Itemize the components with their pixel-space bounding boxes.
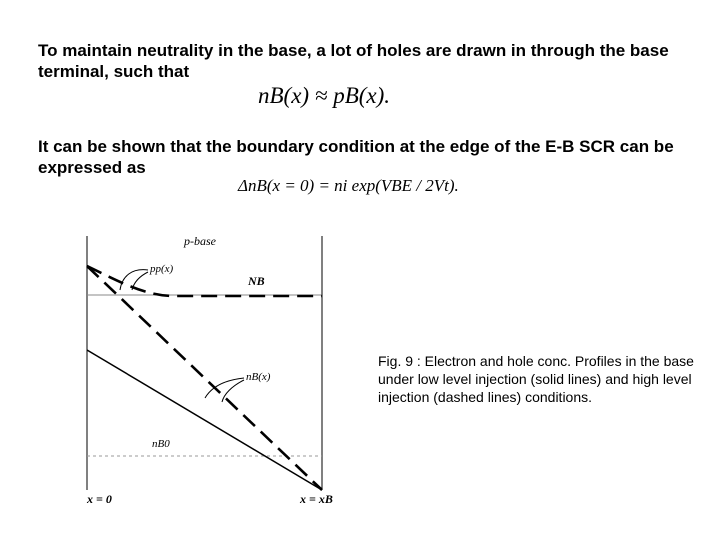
leader-nb-2 [222,380,244,402]
label-nB: nB(x) [246,371,271,383]
paragraph-neutrality: To maintain neutrality in the base, a lot of holes are drawn in through the base terminal, such that [38,41,669,81]
label-nB0: nB0 [152,438,170,450]
label-x0: x = 0 [87,492,112,506]
electron-profile-high-injection [87,266,322,490]
electron-profile-low-injection [87,350,322,490]
region-label-p-base: p-base [184,234,216,248]
label-xB: x = xB [300,492,333,506]
label-NB: NB [248,274,265,288]
equation-boundary-condition: ΔnB(x = 0) = ni exp(VBE / 2Vt). [238,176,459,195]
figure-caption: Fig. 9 : Electron and hole conc. Profiles in the base under low level injection (solid lines) and high level injection (dashed lines) conditions. [378,353,694,405]
leader-nb-1 [205,378,244,398]
label-pp: pp(x) [150,263,174,275]
paragraph-boundary-condition: It can be shown that the boundary condition at the edge of the E-B SCR can be expressed as [38,137,674,177]
equation-neutrality: nB(x) ≈ pB(x). [258,83,391,108]
